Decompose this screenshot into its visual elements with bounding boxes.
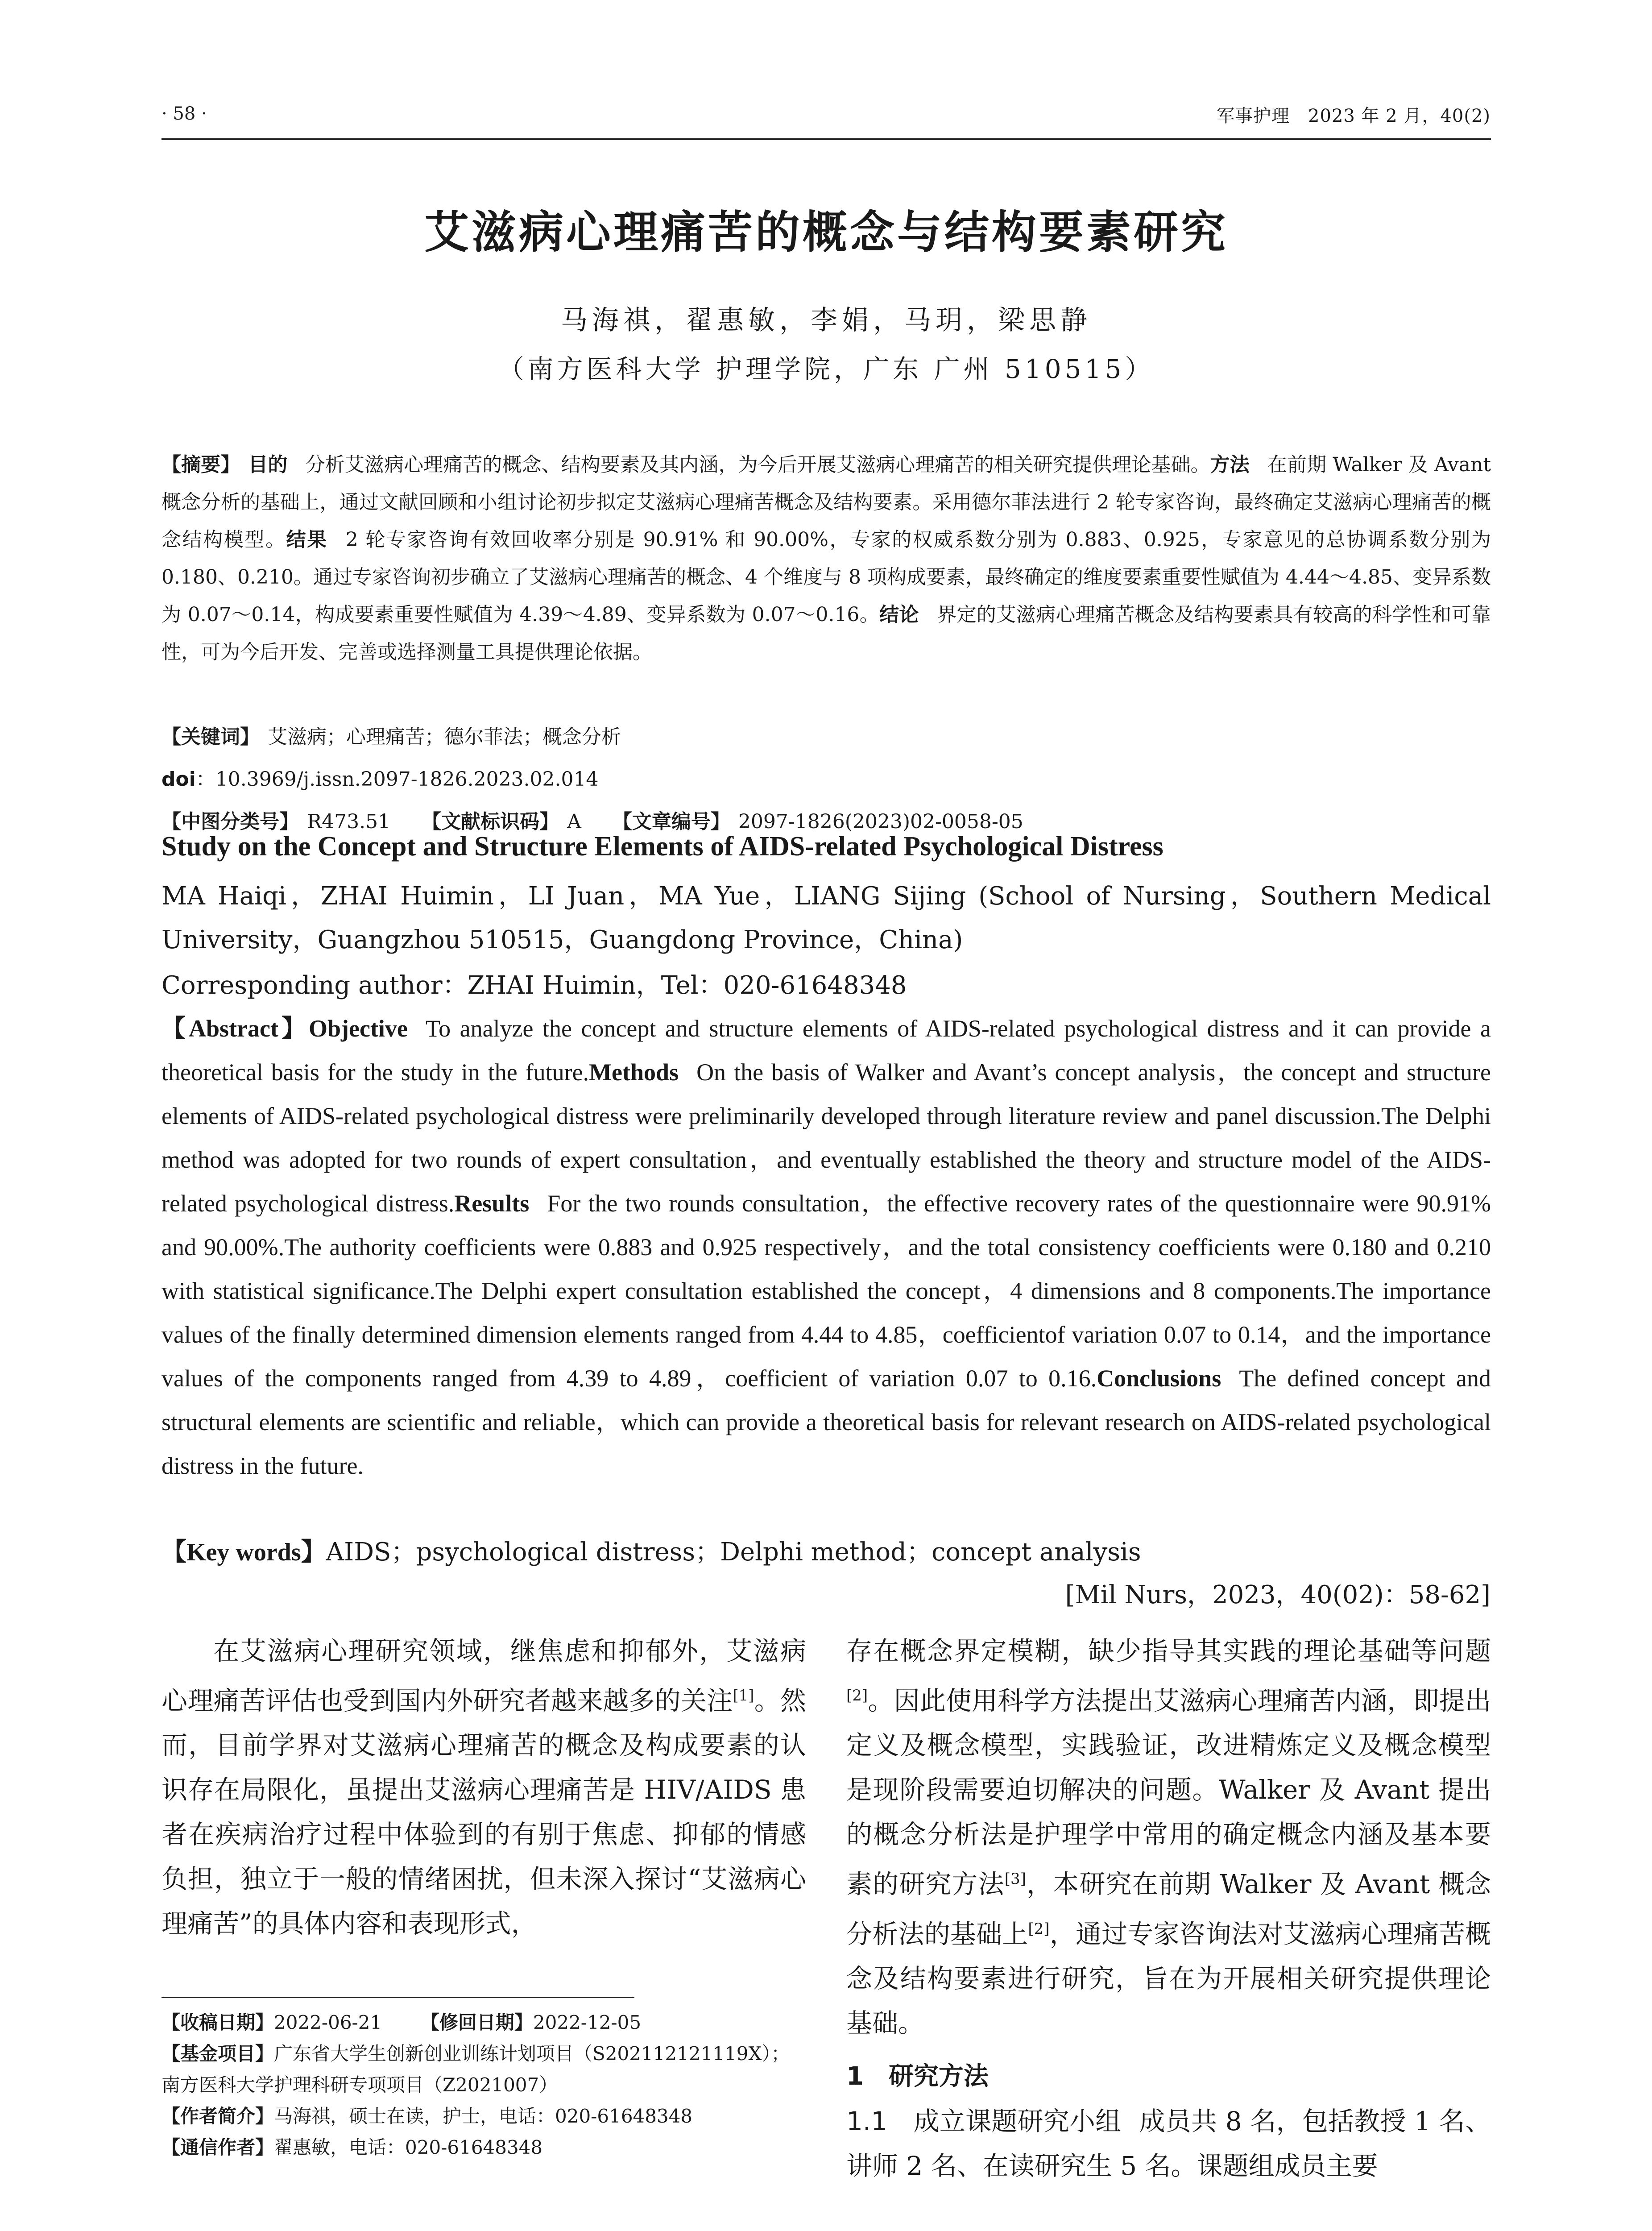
doi-label: doi: [161, 768, 196, 791]
reference-marker[interactable]: [2]: [846, 1687, 868, 1704]
doi-value[interactable]: ：10.3969/j.issn.2097-1826.2023.02.014: [195, 768, 599, 791]
body-right-column: [846, 1629, 1491, 2188]
results-text: 2 轮专家咨询有效回收率分别是 90.91% 和 90.00%，专家的权威系数分别为 0.883、0.925，专家意见的总协调系数分别为 0.180、0.210。通过专家咨询初步确立了艾滋病心理痛苦的概念、4 个维度与 8 项构成要素，最终确定的维度要素重要性赋值为 4.44～4.85、变异系数为 0.07～0.14，构成要素重要性赋值为 4.39～4.89、变异系数为 0.07～0.16。: [161, 528, 1491, 626]
fund-value: 广东省大学生创新创业训练计划项目（S202112121119X）；南方医科大学护理科研专项项目（Z2021007）: [161, 2043, 790, 2096]
body-text: ，本研究在前期 Walker 及 Avant 概念分析法的基础上: [846, 1869, 1491, 1949]
en-conclusions-label: Conclusions: [1097, 1365, 1221, 1392]
revised-label: 【修回日期】: [420, 2011, 533, 2033]
author-info: [161, 2101, 806, 2132]
reference-marker[interactable]: [3]: [1004, 1870, 1026, 1888]
fund-info: [161, 2038, 806, 2101]
objective-label: 目的: [248, 453, 288, 476]
author-value: 马海祺，硕士在读，护士，电话：020-61648348: [274, 2105, 693, 2127]
corresponding-label: 【通信作者】: [161, 2136, 274, 2158]
keywords-text: 艾滋病；心理痛苦；德尔菲法；概念分析: [268, 726, 621, 748]
reference-marker[interactable]: [2]: [1028, 1920, 1050, 1938]
body-text: ，通过专家咨询法对艾滋病心理痛苦概念及结构要素进行研究，旨在为开展相关研究提供理论基础。: [846, 1918, 1491, 2038]
page-number: · 58 ·: [161, 104, 207, 124]
en-objective-text: To analyze the concept and structure elements of AIDS-related psychological distress and it can provide a theoretical basis for the study in the future.: [161, 1015, 1491, 1086]
fund-label: 【基金项目】: [161, 2043, 274, 2065]
en-methods-label: Methods: [589, 1059, 679, 1086]
english-corresponding-author: Corresponding author：ZHAI Huimin，Tel：020-61648348: [161, 971, 907, 1000]
journal-header: 军事护理 2023 年 2 月，40(2): [1217, 106, 1491, 126]
corresponding-value: 翟惠敏，电话：020-61648348: [274, 2136, 543, 2158]
conclusion-text: 界定的艾滋病心理痛苦概念及结构要素具有较高的科学性和可靠性，可为今后开发、完善或选择测量工具提供理论依据。: [161, 603, 1491, 663]
article-number-label: 【文章编号】: [612, 810, 730, 833]
received-dates: [161, 2007, 806, 2038]
authors: 马海祺，翟惠敏，李娟，马玥，梁思静: [561, 305, 1092, 336]
section-heading: 1 研究方法: [846, 2061, 989, 2091]
body-text: 。因此使用科学方法提出艾滋病心理痛苦内涵，即提出定义及概念模型，实践验证，改进精炼定义及概念模型是现阶段需要迫切解决的问题。Walker 及 Avant 提出的概念分析法是护理学中常用的确定概念内涵及基本要素的研究方法: [846, 1685, 1491, 1899]
header-rule: [161, 138, 1491, 140]
body-paragraph: [846, 1629, 1491, 2045]
reference-marker[interactable]: [1]: [733, 1687, 754, 1704]
received-label: 【收稿日期】: [161, 2011, 274, 2033]
chinese-abstract: [161, 446, 1491, 671]
cls-label: 【中图分类号】: [161, 810, 299, 833]
citation: [Mil Nurs，2023，40(02)：58-62]: [1065, 1580, 1491, 1609]
english-keywords: [161, 1530, 1491, 1574]
affiliation: （南方医科大学 护理学院，广东 广州 510515）: [498, 354, 1155, 384]
conclusion-label: 结论: [879, 603, 919, 626]
revised-value: 2022-12-05: [533, 2011, 642, 2033]
en-abstract-label: 【Abstract】: [161, 1015, 309, 1042]
doc-code-label: 【文献标识码】: [422, 810, 559, 833]
article-number-value: 2097-1826(2023)02-0058-05: [738, 810, 1023, 833]
en-conclusions-text: The defined concept and structural elements are scientific and reliable，which can provide a theoretical basis for relevant research on AIDS-related psychological distress in the future.: [161, 1365, 1491, 1479]
author-label: 【作者简介】: [161, 2105, 274, 2127]
english-abstract: [161, 1007, 1491, 1488]
cls-value: R473.51: [307, 810, 391, 833]
en-keywords-text: AIDS；psychological distress；Delphi method；concept analysis: [326, 1538, 1141, 1567]
body-text: 。然而，目前学界对艾滋病心理痛苦的概念及构成要素的认识存在局限化，虽提出艾滋病心理痛苦是 HIV/AIDS 患者在疾病治疗过程中体验到的有别于焦虑、抑郁的情感负担，独立于一般的情绪困扰，但未深入探讨“艾滋病心理痛苦”的具体内容和表现形式，: [161, 1685, 806, 1939]
methods-label: 方法: [1210, 453, 1250, 476]
doc-code-value: A: [567, 810, 581, 833]
body-text: 成员共 8 名，包括教授 1 名、讲师 2 名、在读研究生 5 名。课题组成员主要: [846, 2106, 1491, 2181]
body-paragraph: [161, 1629, 806, 1946]
footnote-rule: [161, 1997, 634, 1998]
corresponding-info: [161, 2132, 806, 2163]
keywords-label: 【关键词】: [161, 726, 260, 748]
footnotes: [161, 2007, 806, 2163]
doi-line: [161, 761, 1491, 798]
results-label: 结果: [286, 528, 328, 551]
en-objective-label: Objective: [308, 1015, 408, 1042]
abstract-label: 【摘要】: [161, 453, 240, 476]
body-paragraph: [846, 2099, 1491, 2188]
en-keywords-label: 【Key words】: [161, 1538, 326, 1566]
article-title: 艾滋病心理痛苦的概念与结构要素研究: [424, 206, 1228, 258]
methods-text: 在前期 Walker 及 Avant 概念分析的基础上，通过文献回顾和小组讨论初步拟定艾滋病心理痛苦概念及结构要素。采用德尔菲法进行 2 轮专家咨询，最终确定艾滋病心理痛苦的概念结构模型。: [161, 453, 1491, 551]
received-value: 2022-06-21: [274, 2011, 382, 2033]
english-authors: MA Haiqi，ZHAI Huimin，LI Juan，MA Yue，LIANG Sijing (School of Nursing，Southern Medical University，Guangzhou 510515，Guangdong Province，China): [161, 882, 1491, 954]
objective-text: 分析艾滋病心理痛苦的概念、结构要素及其内涵，为今后开展艾滋病心理痛苦的相关研究提供理论基础。: [305, 453, 1210, 476]
body-text: 在艾滋病心理研究领域，继焦虑和抑郁外，艾滋病心理痛苦评估也受到国内外研究者越来越多的关注: [161, 1636, 806, 1716]
chinese-keywords: [161, 718, 1491, 756]
body-left-column: [161, 1629, 806, 1946]
en-results-label: Results: [454, 1190, 530, 1217]
en-methods-text: On the basis of Walker and Avant’s concept analysis，the concept and structure elements of AIDS-related psychological distress were preliminarily developed through literature review and panel discussion.The Delphi method was adopted for two rounds of expert consultation，and eventually established the theory and structure model of the AIDS-related psychological distress.: [161, 1059, 1491, 1217]
body-text: 存在概念界定模糊，缺少指导其实践的理论基础等问题: [846, 1636, 1491, 1666]
english-title: Study on the Concept and Structure Elements of AIDS-related Psychological Distress: [161, 831, 1163, 862]
en-results-text: For the two rounds consultation，the effective recovery rates of the questionnaire were 90.91% and 90.00%.The authority coefficients were 0.883 and 0.925 respectively，and the total consistency coefficients were 0.180 and 0.210 with statistical significance.The Delphi expert consultation established the concept，4 dimensions and 8 components.The importance values of the finally determined dimension elements ranged from 4.44 to 4.85，coefficientof variation 0.07 to 0.14，and the importance values of the components ranged from 4.39 to 4.89，coefficient of variation 0.07 to 0.16.: [161, 1190, 1491, 1392]
subsection-label: 1.1 成立课题研究小组: [846, 2106, 1122, 2136]
